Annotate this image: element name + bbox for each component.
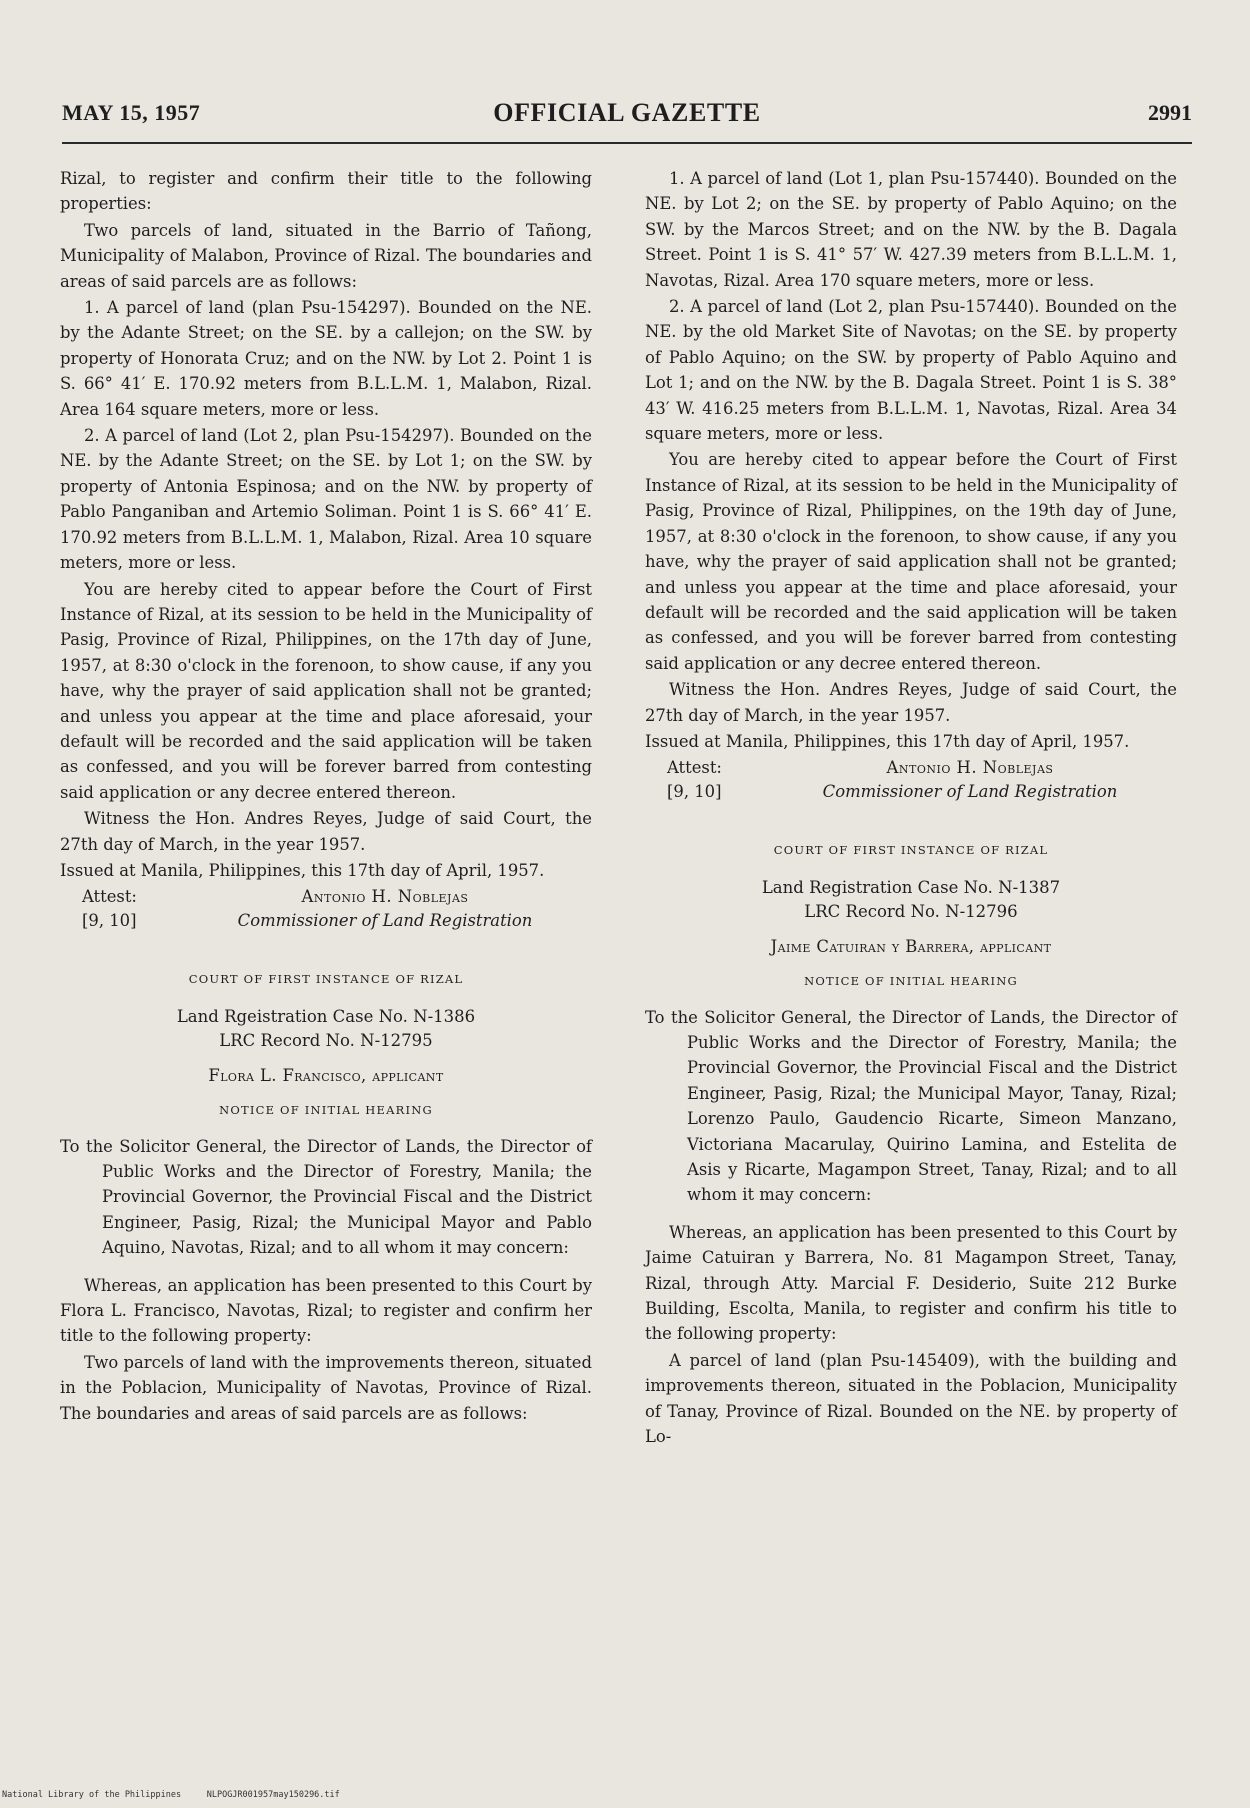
notice-title: NOTICE OF INITIAL HEARING [804,974,1018,989]
paragraph: You are hereby cited to appear before the Court of First Instance of Rizal, at its session to be held in the Municipality of Pasig, Province of Rizal, Philippines, on the 19th day of June, 1957, at 8:30 o'clock in the forenoon, to show cause, if any you have, why the prayer of said application shall not be granted; and unless you appear at the time and place aforesaid, your default will be recorded and the said application will be taken as confessed, and you will be forever barred from contesting said application or any decree entered thereon. [645,450,1177,673]
issue-reference: [9, 10] [667,782,722,802]
attest-label: Attest: [667,758,722,778]
header-rule [62,142,1192,144]
attest-office: Commissioner of Land Registration [822,782,1118,802]
scan-footer [2,1790,340,1800]
paragraph: 2. A parcel of land (Lot 2, plan Psu-154297). Bounded on the NE. by the Adante Street; on the SE. by Lot 1; on the SW. by property of Antonia Espinosa; and on the NW. by property of Pablo Panganiban and Artemio Soliman. Point 1 is S. 66° 41′ E. 170.92 meters from B.L.L.M. 1, Malabon, Rizal. Area 10 square meters, more or less. [60,426,592,573]
paragraph: Issued at Manila, Philippines, this 17th day of April, 1957. [645,731,1130,751]
paragraph: 1. A parcel of land (Lot 1, plan Psu-157440). Bounded on the NE. by Lot 2; on the SE. by property of Pablo Aquino; on the SW. by the Marcos Street; and on the NW. by the B. Dagala Street. Point 1 is S. 41° 57′ W. 427.39 meters from B.L.L.M. 1, Navotas, Rizal. Area 170 square meters, more or less. [645,169,1177,290]
paragraph: Witness the Hon. Andres Reyes, Judge of said Court, the 27th day of March, in the year 1957. [645,680,1177,725]
paragraph: Witness the Hon. Andres Reyes, Judge of said Court, the 27th day of March, in the year 1957. [60,809,592,854]
attestation [82,885,592,933]
paragraph: Whereas, an application has been presented to this Court by Jaime Catuiran y Barrera, No. 81 Magampon Street, Tanay, Rizal, through Atty. Marcial F. Desiderio, Suite 212 Burke Building, Escolta, Manila, to register and confirm his title to the following property: [645,1222,1177,1344]
paragraph: Two parcels of land, situated in the Barrio of Tañong, Municipality of Malabon, Province of Rizal. The boundaries and areas of said parcels are as follows: [60,220,592,291]
attest-name: Antonio H. Noblejas [301,887,469,907]
notice-title: NOTICE OF INITIAL HEARING [219,1103,433,1118]
paragraph: 2. A parcel of land (Lot 2, plan Psu-157440). Bounded on the NE. by the old Market Site of Navotas; on the SE. by property of Pablo Aquino; on the SW. by property of Pablo Aquino and Lot 1; and on the NW. by the B. Dagala Street. Point 1 is S. 38° 43′ W. 416.25 meters from B.L.L.M. 1, Navotas, Rizal. Area 34 square meters, more or less. [645,297,1177,444]
paragraph: Whereas, an application has been presented to this Court by Flora L. Francisco, Navotas, Rizal; to register and confirm her title to the following property: [60,1275,592,1346]
addressee: To the Solicitor General, the Director of Lands, the Director of Public Works and the Director of Forestry, Manila; the Provincial Governor, the Provincial Fiscal and the District Engineer, Pasig, Rizal; the Municipal Mayor and Pablo Aquino, Navotas, Rizal; and to all whom it may concern: [60,1136,592,1258]
paragraph: 1. A parcel of land (plan Psu-154297). Bounded on the NE. by the Adante Street; on the SE. by a callejon; on the SW. by property of Honorata Cruz; and on the NW. by Lot 2. Point 1 is S. 66° 41′ E. 170.92 meters from B.L.L.M. 1, Malabon, Rizal. Area 164 square meters, more or less. [60,298,592,419]
publication-title: OFFICIAL GAZETTE [493,98,761,127]
page-number: 2991 [1148,100,1192,125]
notice-heading [60,967,592,1123]
footer-file: NLPOGJR001957may150296.tif [206,1790,340,1800]
applicant: Jaime Catuiran y Barrera, applicant [770,936,1052,956]
attest-label: Attest: [82,887,137,907]
court-name: COURT OF FIRST INSTANCE OF RIZAL [773,843,1049,858]
case-number: Land Registration Case No. N-1387 [761,877,1061,897]
notice-heading [645,838,1177,994]
addressee: To the Solicitor General, the Director of Lands, the Director of Public Works and the Director of Forestry, Manila; the Provincial Governor, the Provincial Fiscal and the District Engineer, Pasig, Rizal; the Municipal Mayor, Tanay, Rizal; Lorenzo Paulo, Gaudencio Ricarte, Simeon Manzano, Victoriana Macarulay, Quirino Lamina, and Estelita de Asis y Ricarte, Magampon Street, Tanay, Rizal; and to all whom it may concern: [645,1007,1177,1205]
case-number: Land Rgeistration Case No. N-1386 [176,1006,476,1026]
issue-date: MAY 15, 1957 [62,100,201,125]
record-number: LRC Record No. N-12795 [219,1030,433,1050]
paragraph: Issued at Manila, Philippines, this 17th day of April, 1957. [60,860,545,880]
left-column [60,166,592,1427]
paragraph: Rizal, to register and confirm their title to the following properties: [60,169,592,214]
attest-name: Antonio H. Noblejas [886,758,1054,778]
issue-reference: [9, 10] [82,911,137,931]
page-header [62,98,1192,138]
attest-office: Commissioner of Land Registration [237,911,533,931]
paragraph: Two parcels of land with the improvements thereon, situated in the Poblacion, Municipality of Navotas, Province of Rizal. The boundaries and areas of said parcels are as follows: [60,1352,592,1423]
applicant: Flora L. Francisco, applicant [208,1065,444,1085]
paragraph: You are hereby cited to appear before the Court of First Instance of Rizal, at its session to be held in the Municipality of Pasig, Province of Rizal, Philippines, on the 17th day of June, 1957, at 8:30 o'clock in the forenoon, to show cause, if any you have, why the prayer of said application shall not be granted; and unless you appear at the time and place aforesaid, your default will be recorded and the said application will be taken as confessed, and you will be forever barred from contesting said application or any decree entered thereon. [60,579,592,802]
footer-source: National Library of the Philippines [2,1790,182,1800]
paragraph: A parcel of land (plan Psu-145409), with the building and improvements thereon, situated in the Poblacion, Municipality of Tanay, Province of Rizal. Bounded on the NE. by property of Lo- [645,1350,1177,1447]
attestation [667,756,1177,804]
right-column [645,166,1177,1450]
court-name: COURT OF FIRST INSTANCE OF RIZAL [188,972,464,987]
record-number: LRC Record No. N-12796 [804,901,1018,921]
